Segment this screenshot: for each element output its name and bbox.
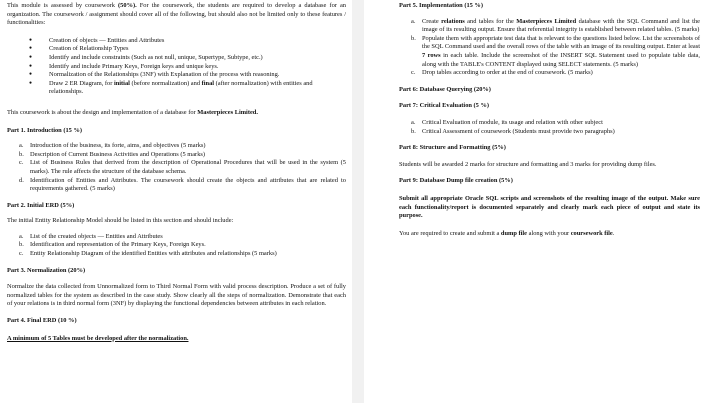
document-page-right	[364, 0, 718, 403]
about-paragraph: This coursework is about the design and implementation of a database for Masterpieces Limited.	[7, 108, 258, 116]
part8-heading: Part 8: Structure and Formatting (5%)	[399, 144, 506, 152]
list-item: a. Create relations and tables for the Masterpieces Limited database with the SQL Command and list the image of its resulting output. Ensure that referential integrity is established between related tables. (5 marks)	[411, 17, 700, 34]
part7-heading: Part 7: Critical Evaluation (5 %)	[399, 102, 489, 110]
bullet-item: ● Creation of objects — Entities and Attributes	[7, 37, 346, 46]
list-item: a. List of the created objects — Entities and Attributes	[19, 232, 163, 240]
intro-paragraph: This module is assessed by coursework (50%). For the coursework, the students are required to develop a database for an organization. The coursework / assignment should cover all of the following, but should also not be limited only to these features / functionalities:	[7, 2, 346, 27]
part7-list	[399, 119, 700, 136]
page-gutter	[352, 0, 364, 403]
part8-text: Students will be awarded 2 marks for structure and formatting and 3 marks for providing dump files.	[399, 160, 657, 168]
dump-file-note: You are required to create and submit a dump file along with your coursework file.	[399, 229, 615, 237]
list-item: d. Identification of Entities and Attributes. The coursework should create the objects and attributes that are related to requirements gathered. (5 marks)	[19, 176, 346, 193]
document-page-left	[0, 0, 352, 403]
part2-heading: Part 2. Initial ERD (5%)	[7, 201, 75, 209]
part1-heading: Part 1. Introduction (15 %)	[7, 126, 82, 134]
page-left-content	[7, 2, 346, 343]
part4-note: A minimum of 5 Tables must be developed after the normalization.	[7, 334, 189, 342]
part2-text: The initial Entity Relationship Model should be listed in this section and should include:	[7, 217, 234, 225]
bullet-item: ● Identify and include Primary Keys, Foreign keys and unique keys.	[7, 63, 346, 72]
part3-heading: Part 3. Normalization (20%)	[7, 266, 86, 274]
list-item: a. Introduction of the business, its forte, aims, and objectives (5 marks)	[19, 142, 206, 150]
submission-instructions: Submit all appropriate Oracle SQL scripts and screenshots of the resulting image of the output. Make sure each functionality/report is documented separately and clearly mark each piece of output and state its purpose.	[399, 194, 700, 220]
bullet-item: ● Draw 2 ER Diagram, for initial (before normalization) and final (after normalization) with entities and relationships.	[7, 80, 346, 97]
feature-bullet-list	[7, 37, 346, 97]
list-item: b. Populate them with appropriate test data that is relevant to the questions listed below. List the screenshots of the SQL Command used and the overall rows of the table with an image of its resulting output. Enter at least 7 rows in each table. Include the screenshot of the INSERT SQL Statement used to populate table data, along with the TABLE's CONTENT displayed using SELECT statements. (5 marks)	[411, 34, 700, 68]
list-item: b. Identification and representation of the Primary Keys, Foreign Keys.	[19, 241, 206, 249]
list-item: c. List of Business Rules that derived from the description of Operational Procedures that will be used in the system (5 marks). The rule affects the structure of the database schema.	[19, 159, 346, 175]
list-item: b. Description of Current Business Activities and Operations (5 marks)	[19, 150, 205, 158]
list-item: c. Drop tables according to order at the end of coursework. (5 marks)	[411, 69, 593, 77]
bullet-item: ● Normalization of the Relationships (3NF) with Explanation of the process with reasoning.	[7, 71, 346, 80]
part1-list	[7, 142, 346, 194]
part3-text: Normalize the data collected from Unnormalized form to Third Normal Form with valid process description. Produce a set of fully normalized tables for the system as described in the case study. Show clearly all the steps of normalization. Demonstrate that each of your relations is in third normal form (3NF) by displaying the functional dependencies between attributes in each relation.	[7, 283, 346, 308]
part6-heading: Part 6: Database Querying (20%)	[399, 85, 491, 93]
bullet-item: ● Creation of Relationship Types	[7, 45, 346, 54]
part5-list	[399, 18, 700, 78]
part9-heading: Part 9: Database Dump file creation (5%)	[399, 177, 513, 185]
page-right-content	[399, 2, 700, 238]
list-item: b. Critical Assessment of coursework (Students must provide two paragraphs)	[411, 127, 615, 135]
list-item: c. Entity Relationship Diagram of the identified Entities with attributes and relationships (5 marks)	[19, 250, 277, 258]
part5-heading: Part 5. Implementation (15 %)	[399, 2, 483, 9]
bullet-item: ● Identify and include constraints (Such as not null, unique, Supertype, Subtype, etc.)	[7, 54, 346, 63]
part2-list	[7, 233, 346, 259]
part4-heading: Part 4. Final ERD (10 %)	[7, 317, 77, 325]
list-item: a. Critical Evaluation of module, its usage and relation with other subject	[411, 118, 603, 126]
